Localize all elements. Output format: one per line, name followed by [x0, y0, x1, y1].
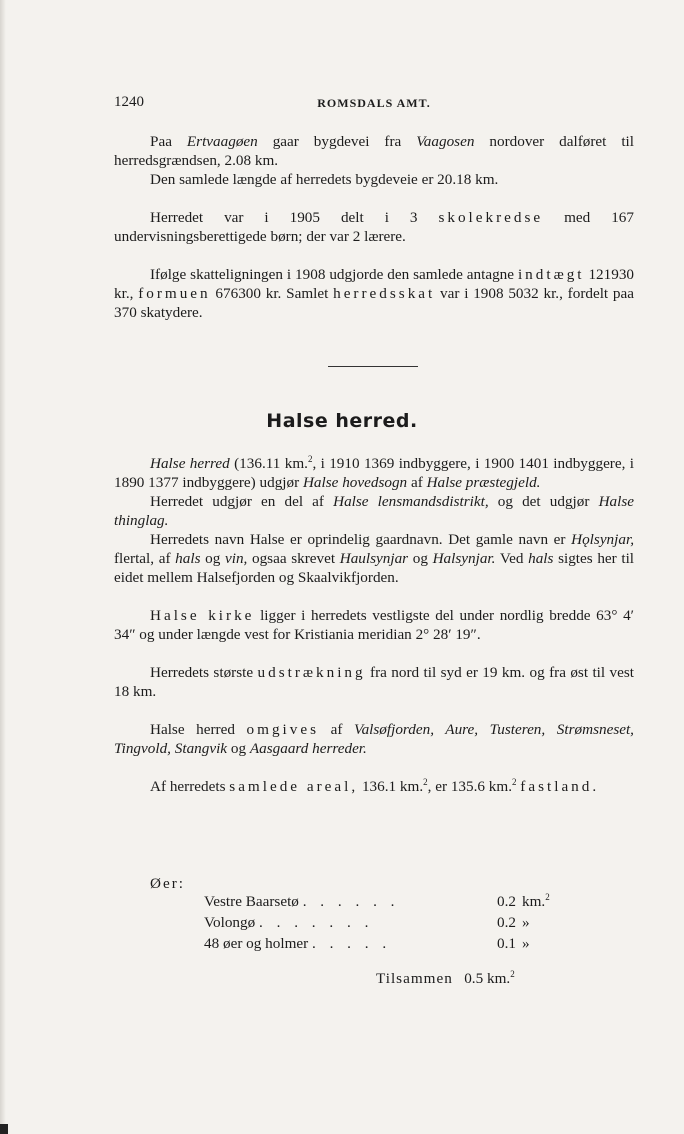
- paragraph-population: Halse herred (136.11 km.$^2$, i 1910 1369 indbyggere, i 1900 1401 indbyggere, i 1890 1377 indbyggere) udgjør Halse hovedsogn af Halse præstegjeld.: [114, 453, 634, 491]
- island-name: [204, 893, 474, 914]
- island-name: [204, 914, 474, 935]
- total-value: 0.5: [464, 970, 484, 987]
- paragraph-tax: Ifølge skatteligningen i 1908 udgjorde den samlede antagne indtægt 121930 kr., formuen 676300 kr. Samlet herredsskat var i 1908 5032 kr., fordelt paa 370 skatydere.: [114, 266, 634, 321]
- paragraph-church: Halse kirke ligger i herredets vestligste del under nordlig bredde 63° 4′ 34″ og under længde vest for Kristiania meridian 2° 28′ 19″.: [114, 607, 634, 643]
- paragraph-schools: Herredet var i 1905 delt i 3 skolekredse med 167 undervisningsberettigede børn; der var 2 lærere.: [114, 209, 634, 245]
- paragraph-extent: Herredets største udstrækning fra nord til syd er 19 km. og fra øst til vest 18 km.: [114, 664, 634, 700]
- paragraph-name-origin: Herredets navn Halse er oprindelig gaardnavn. Det gamle navn er Hǫlsynjar, flertal, af hals og vin, ogsaa skrevet Haulsynjar og Halsynjar. Ved hals sigtes her til eidet mellem Halsefjorden og Skaalvikfjorden.: [114, 531, 635, 586]
- island-name-text: 48 øer og holmer: [204, 935, 309, 952]
- table-row: [204, 893, 562, 914]
- paragraph-road-length: Den samlede længde af herredets bygdeveie er 20.18 km.: [150, 171, 499, 188]
- unit-text: »: [522, 935, 530, 952]
- section-divider: [328, 366, 418, 367]
- island-area: 0.2: [497, 914, 516, 931]
- total-unit-sup: 2: [510, 968, 515, 979]
- unit-text: »: [522, 914, 530, 931]
- leader-dots: . . . . . . .: [259, 914, 374, 931]
- island-unit: [522, 935, 562, 956]
- unit-text: km.: [522, 893, 546, 910]
- halse-paragraphs: [114, 454, 634, 796]
- island-name-text: Volongø: [204, 914, 256, 931]
- table-row: [204, 935, 562, 956]
- islands-total: [376, 970, 515, 988]
- top-paragraphs: [114, 132, 634, 322]
- page-number: 1240: [114, 94, 144, 110]
- island-area: 0.1: [497, 935, 516, 952]
- paragraph-borders: Halse herred omgives af Valsøfjorden, Aure, Tusteren, Strømsneset, Tingvold, Stangvik og Aasgaard herreder.: [114, 721, 634, 757]
- total-label: Tilsammen: [376, 970, 453, 987]
- islands-table: [204, 893, 562, 956]
- paragraph-area: Af herredets samlede areal, 136.1 km.$^2$, er 135.6 km.$^2$ fastland.: [150, 776, 600, 795]
- islands-label: Øer:: [150, 875, 185, 892]
- island-name-text: Vestre Baarsetø: [204, 893, 299, 910]
- island-area: 0.2: [497, 893, 516, 910]
- island-name: [204, 935, 474, 956]
- scan-edge-shadow: [0, 0, 6, 1134]
- unit-superscript: 2: [545, 891, 550, 902]
- running-title: ROMSDALS AMT.: [317, 96, 431, 110]
- paragraph-road: Paa Ertvaagøen gaar bygdevei fra Vaagosen nordover dalføret til herredsgrændsen, 2.08 km.: [114, 133, 634, 169]
- leader-dots: . . . . .: [311, 935, 392, 952]
- paragraph-district: Herredet udgjør en del af Halse lensmandsdistrikt, og det udgjør Halse thinglag.: [114, 493, 634, 529]
- total-unit: km.: [486, 970, 511, 987]
- leader-dots: . . . . . .: [302, 893, 400, 910]
- section-title: Halse herred.: [266, 410, 418, 432]
- island-unit: [522, 893, 562, 914]
- scan-corner-mark: [0, 1124, 8, 1134]
- table-row: [204, 914, 562, 935]
- island-unit: [522, 914, 562, 935]
